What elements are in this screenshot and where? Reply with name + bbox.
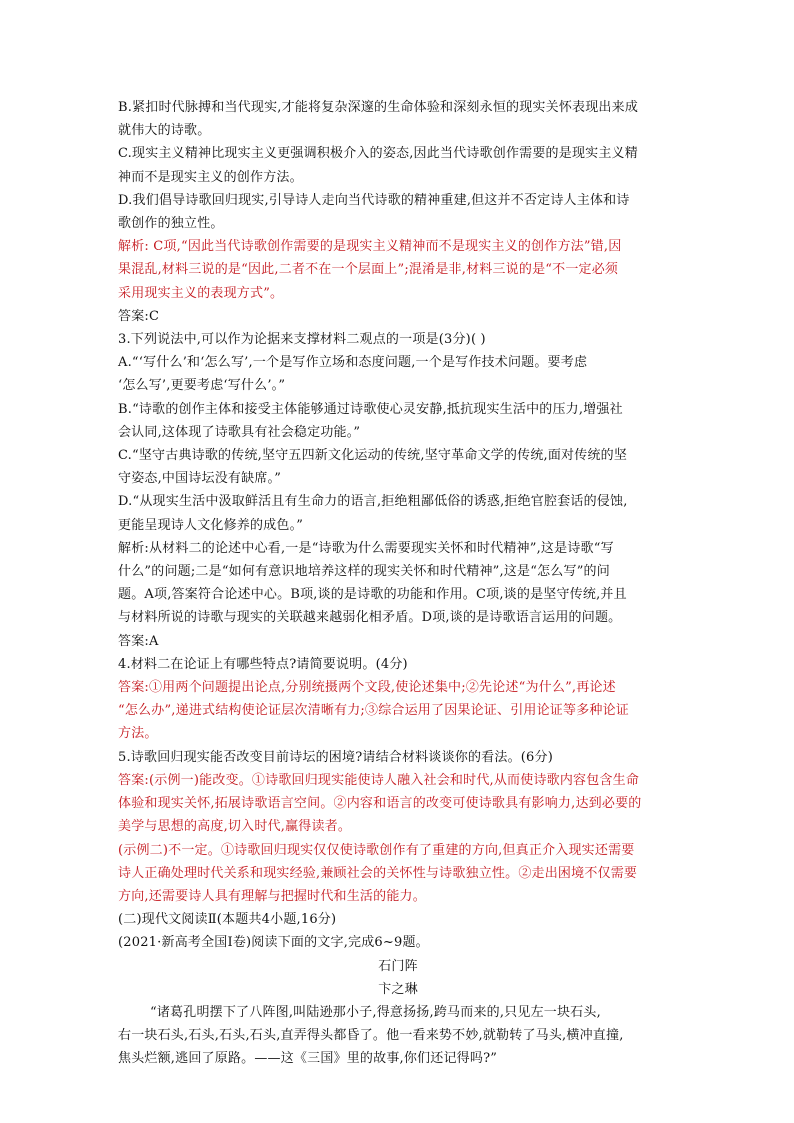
q3-option-a-line2: ‘怎么写’,更要考虑‘写什么’。”: [118, 378, 286, 394]
story-author: 卞之琳: [378, 981, 418, 997]
q3-answer: 答案:A: [118, 633, 159, 649]
option-b-line1: B.紧扣时代脉搏和当代现实,才能将复杂深邃的生命体验和深刻永恒的现实关怀表现出来成: [118, 100, 639, 115]
q4-answer-line3: 方法。: [118, 726, 158, 742]
q3-option-d-line2: 更能呈现诗人文化修养的成色。”: [118, 517, 304, 533]
option-b-line2: 就伟大的诗歌。: [118, 123, 211, 139]
q4-stem: 4.材料二在论证上有哪些特点?请简要说明。(4分): [118, 656, 408, 672]
story-paragraph-line3: 焦头烂额,逃回了原路。——这《三国》里的故事,你们还记得吗?”: [118, 1051, 498, 1067]
q5-example2-line2: 诗人正确处理时代关系和现实经验,兼顾社会的关怀性与诗歌独立性。②走出困境不仅需要: [118, 865, 638, 881]
q3-stem: 3.下列说法中,可以作为论据来支撑材料二观点的一项是(3分)( ): [118, 332, 486, 348]
q2-analysis-line2: 果混乱,材料三说的是“因此,二者不在一个层面上”;混淆是非,材料三说的是“不一定必须: [118, 262, 619, 278]
q3-option-a-line1: A.“‘写什么’和‘怎么写’,一个是写作立场和态度问题,一个是写作技术问题。要考虑: [118, 355, 588, 371]
q5-answer-line3: 美学与思想的高度,切入时代,赢得读者。: [118, 819, 352, 835]
q5-example2-line3: 方向,还需要诗人具有理解与把握时代和生活的能力。: [118, 888, 426, 904]
section2-source: (2021·新高考全国Ⅰ卷)阅读下面的文字,完成6~9题。: [118, 935, 429, 951]
q2-analysis-line3: 采用现实主义的表现方式”。: [118, 285, 284, 301]
q5-example2-line1: (示例二)不一定。①诗歌回归现实仅仅使诗歌创作有了重建的方向,但真正介入现实还需要: [118, 842, 635, 858]
option-c-line1: C.现实主义精神比现实主义更强调积极介入的姿态,因此当代诗歌创作需要的是现实主义精: [118, 146, 638, 162]
q4-answer-line2: “怎么办”,递进式结构使论证层次清晰有力;③综合运用了因果论证、引用论证等多种论证: [118, 703, 630, 719]
story-paragraph-line2: 右一块石头,石头,石头,石头,直弄得头都昏了。他一看来势不妙,就勒转了马头,横冲直撞,: [118, 1028, 624, 1044]
q3-option-c-line2: 守姿态,中国诗坛没有缺席。”: [118, 471, 282, 487]
story-paragraph-line1: “诸葛孔明摆下了八阵图,叫陆逊那小子,得意扬扬,跨马而来的,只见左一块石头,: [150, 1004, 601, 1020]
option-d-line2: 歌创作的独立性。: [118, 216, 224, 232]
option-c-line2: 神而不是现实主义的创作方法。: [118, 169, 303, 185]
q3-option-b-line1: B.“诗歌的创作主体和接受主体能够通过诗歌使心灵安静,抵抗现实生活中的压力,增强社: [118, 401, 623, 417]
q5-answer-line2: 体验和现实关怀,拓展诗歌语言空间。②内容和语言的改变可使诗歌具有影响力,达到必要的: [118, 796, 642, 812]
q3-option-b-line2: 会认同,这体现了诗歌具有社会稳定功能。”: [118, 424, 361, 440]
q3-option-c-line1: C.“坚守古典诗歌的传统,坚守五四新文化运动的传统,坚守革命文学的传统,面对传统的坚: [118, 448, 628, 464]
q3-analysis-line3: 题。A项,答案符合论述中心。B项,谈的是诗歌的功能和作用。C项,谈的是坚守传统,并且: [118, 587, 627, 603]
story-title: 石门阵: [378, 958, 418, 974]
q2-answer: 答案:C: [118, 308, 160, 324]
q3-option-d-line1: D.“从现实生活中汲取鲜活且有生命力的语言,拒绝粗鄙低俗的诱惑,拒绝官腔套话的侵蚀,: [118, 494, 628, 510]
q4-answer-line1: 答案:①用两个问题提出论点,分别统摄两个文段,使论述集中;②先论述“为什么”,再论述: [118, 680, 616, 696]
q5-stem: 5.诗歌回归现实能否改变目前诗坛的困境?请结合材料谈谈你的看法。(6分): [118, 749, 553, 765]
q3-analysis-line1: 解析:从材料二的论述中心看,一是“诗歌为什么需要现实关怀和时代精神”,这是诗歌“写: [118, 540, 614, 556]
q3-analysis-line2: 什么”的问题;二是“如何有意识地培养这样的现实关怀和时代精神”,这是“怎么写”的问: [118, 564, 610, 580]
q5-answer-line1: 答案:(示例一)能改变。①诗歌回归现实能使诗人融入社会和时代,从而使诗歌内容包含生命: [118, 772, 640, 788]
section2-title: (二)现代文阅读Ⅱ(本题共4小题,16分): [118, 912, 337, 928]
q3-analysis-line4: 与材料所说的诗歌与现实的关联越来越弱化相矛盾。D项,谈的是诗歌语言运用的问题。: [118, 610, 622, 626]
option-d-line1: D.我们倡导诗歌回归现实,引导诗人走向当代诗歌的精神重建,但这并不否定诗人主体和诗: [118, 192, 630, 208]
q2-analysis-line1: 解析: C项,“因此当代诗歌创作需要的是现实主义精神而不是现实主义的创作方法”错,因: [118, 239, 622, 255]
document-page: [118, 96, 678, 1071]
